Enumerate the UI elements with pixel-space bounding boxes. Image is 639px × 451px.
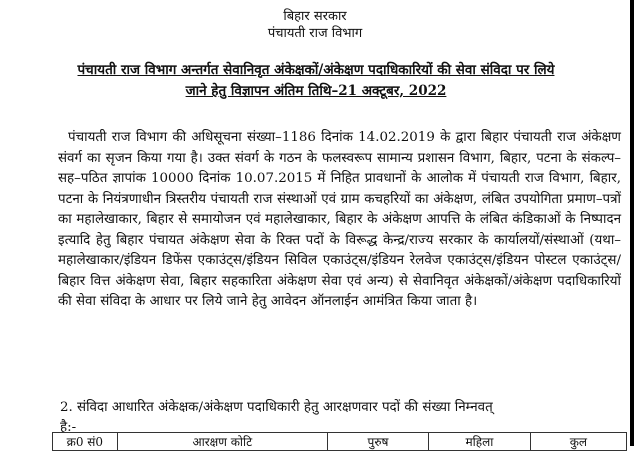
point-2-line-1: 2. संविदा आधारित अंकेक्षक/अंकेक्षण पदाधिकारी हेतु आरक्षणवार पदों की संख्या निम्नवत् [60, 400, 493, 415]
department-name: पंचायती राज विभाग [267, 26, 363, 41]
header-male: पुरुष [327, 433, 428, 451]
reservation-table [52, 432, 627, 451]
header-serial: क्र0 सं0 [53, 433, 118, 451]
point-2-line-2: है:- [60, 420, 77, 435]
notice-title-line-2: जाने हेतु विज्ञापन अंतिम तिथि–21 अक्टूबर, 2022 [185, 83, 447, 99]
government-name: बिहार सरकार [283, 9, 347, 24]
header-category: आरक्षण कोटि [117, 433, 327, 451]
header-total: कुल [530, 433, 626, 451]
table-header-row [53, 433, 627, 451]
paragraph-1: पंचायती राज विभाग की अधिसूचना संख्या–1186 दिनांक 14.02.2019 के द्वारा बिहार पंचायती राज अंकेक्षण संवर्ग का सृजन किया गया है। उक्त संवर्ग के गठन के फलस्वरूप सामान्य प्रशासन विभाग, बिहार, पटना के संकल्प–सह–पठित ज्ञापांक 10000 दिनांक 10.07.2015 में निहित प्रावधानों के आलोक में पंचायती राज विभाग, बिहार, पटना के नियंत्रणाधीन त्रिस्तरीय पंचायती राज संस्थाओं एवं ग्राम कचहरियों का अंकेक्षण, लंबित उपयोगिता प्रमाण–पत्रों का महालेखाकार, बिहार से समायोजन एवं महालेखाकार, बिहार के अंकेक्षण आपत्ति के लंबित कंडिकाओं के निष्पादन इत्यादि हेतु बिहार पंचायत अंकेक्षण सेवा के रिक्त पदों के विरूद्ध केन्द्र/राज्य सरकार के कार्यालयों/संस्थाओं (यथा–महालेखाकार/इंडियन डिफेंस एकाउंट्स/इंडियन सिविल एकाउंट्स/इंडियन रेलवेज एकाउंट्स/इंडियन पोस्टल एकाउंट्स/बिहार वित्त अंकेक्षण सेवा, बिहार सहकारिता अंकेक्षण सेवा एवं अन्य) से सेवानिवृत अंकेक्षकों/अंकेक्षण पदाधिकारियों की सेवा संविदा के आधार पर लिये जाने हेतु आवेदन ऑनलाईन आमंत्रित किया जाता है। [58, 130, 621, 309]
header-female: महिला [429, 433, 531, 451]
notice-title-line-1: पंचायती राज विभाग अन्तर्गत सेवानिवृत अंकेक्षकों/अंकेक्षण पदाधिकारियों की सेवा संविदा पर लिये [77, 62, 555, 78]
